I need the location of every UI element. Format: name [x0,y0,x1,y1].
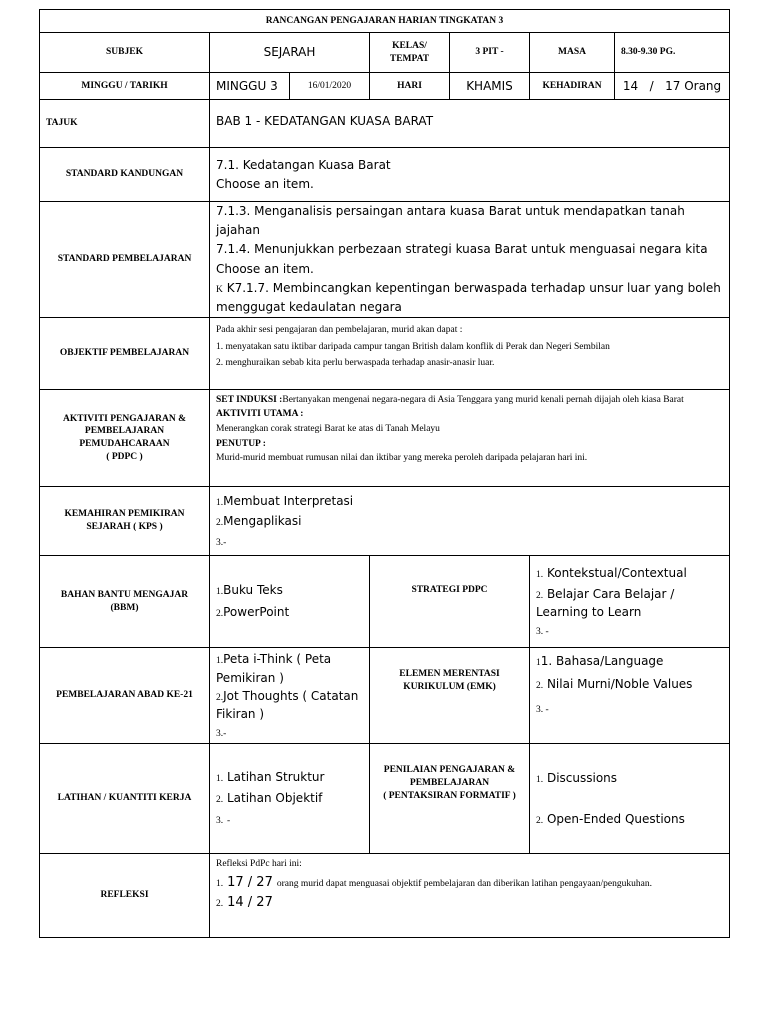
emk-item-text: 1. Bahasa/Language [540,654,664,669]
latihan-item-text: - [226,816,231,827]
kps-label-line: KEMAHIRAN PEMIKIRAN [64,509,185,520]
kps-item-number: 2. [216,517,224,528]
kelas-value[interactable]: 3 PIT - [450,33,530,73]
latihan-row [40,744,730,854]
kandungan-item: 7.1. Kedatangan Kuasa Barat [216,157,391,172]
standard-pembelajaran-row [40,202,730,318]
standard-kandungan-row [40,148,730,202]
kps-item-text: Membuat Interpretasi [223,493,354,508]
abad21-item-number: 2. [216,692,224,703]
emk-item [536,699,723,717]
emk-item-number: 2. [536,681,544,692]
tarikh-value[interactable]: 16/01/2020 [290,73,370,100]
penilaian-label [370,744,530,854]
refleksi-row [40,854,730,938]
bbm-value[interactable] [210,556,370,648]
kps-item-number: 1. [216,497,224,508]
kandungan-choose-item[interactable]: Choose an item. [216,176,314,191]
objektif-label: OBJEKTIF PEMBELAJARAN [40,318,210,390]
emk-label [370,648,530,744]
strategi-item-text: Kontekstual/Contextual [546,565,687,580]
objektif-intro: Pada akhir sesi pengajaran dan pembelajaran, murid akan dapat : [216,325,463,336]
refleksi-line-number: 1. [216,879,224,890]
latihan-item-number: 1. [216,774,224,785]
kps-item-text: - [223,538,227,549]
latihan-label: LATIHAN / KUANTITI KERJA [40,744,210,854]
aktiviti-utama-heading: AKTIVITI UTAMA : [216,408,304,419]
bbm-row [40,556,730,648]
hadir-count: 14 [622,78,639,93]
masa-value[interactable]: 8.30-9.30 PG. [615,33,730,73]
penilaian-item [536,810,723,829]
hari-value[interactable]: KHAMIS [450,73,530,100]
refleksi-label: REFLEKSI [40,854,210,938]
lesson-plan-table [39,9,730,938]
abad21-item-text: Jot Thoughts ( Catatan Fikiran ) [216,688,359,721]
document-title: RANCANGAN PENGAJARAN HARIAN TINGKATAN 3 [40,10,730,33]
objektif-item: 2. menghuraikan sebab kita perlu berwaspada terhadap anasir-anasir luar. [216,358,495,369]
abad21-item-text: - [223,728,227,739]
refleksi-line-text: orang murid dapat menguasai objektif pembelajaran dan diberikan latihan pengayaan/pengukuhan. [276,879,652,890]
refleksi-count[interactable]: 17 / 27 [227,875,273,891]
kps-label-line: SEJARAH ( KPS ) [86,522,163,533]
kelas-label-line: KELAS/ [392,40,427,51]
tempat-label-line: TEMPAT [389,53,430,64]
emk-label-line: KURIKULUM (EMK) [403,681,496,692]
aktiviti-utama-text: Menerangkan corak strategi Barat ke atas di Tanah Melayu [216,423,440,434]
kehadiran-separator: / [649,78,654,93]
strategi-label: STRATEGI PDPC [370,556,530,648]
kps-item [216,491,723,511]
penilaian-item-text: Discussions [546,770,618,785]
tajuk-value[interactable]: BAB 1 - KEDATANGAN KUASA BARAT [210,100,730,148]
k-prefix: K [216,284,223,295]
penutup-label [216,438,723,451]
abad21-item [216,687,363,723]
standard-kandungan-value[interactable] [210,148,730,202]
tajuk-row [40,100,730,148]
kps-item-number: 3. [216,538,224,549]
strategi-item-number: 1. [536,569,544,580]
aktiviti-label-line: PEMUDAHCARAAN [79,439,170,450]
penilaian-item-text: Open-Ended Questions [546,811,685,826]
kps-label [40,487,210,556]
refleksi-line-number: 2. [216,899,224,910]
emk-item [536,675,723,693]
objektif-item: 1. menyatakan satu iktibar daripada campur tangan British dalam konflik di Perak dan Negeri Sembilan [216,341,610,352]
penilaian-item [536,769,723,788]
subject-row [40,33,730,73]
kps-value[interactable] [210,487,730,556]
refleksi-count[interactable]: 14 / 27 [227,895,273,911]
lesson-plan-sheet [39,9,729,938]
latihan-item [216,809,363,830]
strategi-item-number: 2. [536,591,544,601]
kelas-label [370,33,450,73]
pembelajaran-k-item-cont: menggugat kedaulatan negara [216,299,402,314]
title-row [40,10,730,33]
masa-label: MASA [530,33,615,73]
k-item-line: K7.1.7. Membincangkan kepentingan berwaspada terhadap unsur luar yang boleh [226,280,721,295]
objektif-row [40,318,730,390]
penilaian-label-line: PEMBELAJARAN [409,777,490,788]
aktiviti-value[interactable] [210,390,730,487]
strategi-item [536,564,723,582]
bbm-item [216,602,363,624]
subjek-value[interactable]: SEJARAH [210,33,370,73]
penutup-heading: PENUTUP : [216,438,266,449]
emk-item-number: 3. [536,704,544,715]
strategi-item [536,621,723,639]
aktiviti-label-line: PEMBELAJARAN [84,426,165,437]
strategi-value[interactable] [530,556,730,648]
tajuk-label: TAJUK [40,100,210,148]
penilaian-item-number: 1. [536,774,544,785]
bbm-label: BAHAN BANTU MENGAJAR (BBM) [40,556,210,648]
kps-row [40,487,730,556]
hari-label: HARI [370,73,450,100]
penutup-text: Murid-murid membuat rumusan nilai dan iktibar yang mereka peroleh daripada pelajaran hari ini. [216,453,588,464]
strategi-item-text: - [543,627,549,638]
refleksi-value[interactable] [210,854,730,938]
penilaian-label-line: PENILAIAN PENGAJARAN & [383,765,516,776]
emk-value[interactable] [530,648,730,744]
minggu-label: MINGGU / TARIKH [40,73,210,100]
objektif-value[interactable] [210,318,730,390]
strategi-item [536,585,723,621]
kehadiran-value[interactable] [615,73,730,100]
kps-item [216,511,723,531]
strategi-item-number: 3. [536,627,544,638]
pembelajaran-choose-item[interactable]: Choose an item. [216,261,314,276]
bbm-item-number: 1. [216,587,224,598]
penilaian-item-number: 2. [536,815,544,826]
aktiviti-row [40,390,730,487]
bbm-item-text: Buku Teks [223,583,283,598]
emk-label-line: ELEMEN MERENTASI [399,669,500,680]
standard-pembelajaran-label: STANDARD PEMBELAJARAN [40,202,210,318]
abad21-item-number: 3. [216,728,224,739]
abad21-item-text: Peta i-Think ( Peta Pemikiran ) [216,652,332,685]
strategi-item-text: Belajar Cara Belajar / Learning to Learn [536,587,675,620]
emk-item [536,652,723,670]
pembelajaran-item: 7.1.3. Menganalisis persaingan antara kuasa Barat untuk mendapatkan tanah jajahan [216,204,685,238]
kps-item [216,531,723,551]
abad21-item [216,650,363,686]
aktiviti-label [40,390,210,487]
latihan-item-number: 2. [216,795,224,806]
kehadiran-label: KEHADIRAN [530,73,615,100]
standard-kandungan-label: STANDARD KANDUNGAN [40,148,210,202]
abad21-item [216,723,363,741]
aktiviti-utama-label [216,408,723,421]
refleksi-line-2 [216,893,723,911]
abad21-item-number: 1. [216,656,224,667]
bbm-item-text: PowerPoint [223,604,290,619]
abad21-row [40,648,730,744]
minggu-value[interactable]: MINGGU 3 [210,73,290,100]
latihan-item-text: Latihan Struktur [226,770,325,785]
subjek-label: SUBJEK [40,33,210,73]
refleksi-intro: Refleksi PdPc hari ini: [216,859,302,870]
week-row [40,73,730,100]
set-induksi [216,394,723,407]
standard-pembelajaran-value[interactable] [210,202,730,318]
jumlah-count: 17 Orang [665,78,722,93]
set-induksi-label: SET INDUKSI : [216,395,283,406]
kps-item-text: Mengaplikasi [223,513,302,528]
penilaian-value[interactable] [530,744,730,854]
bbm-item [216,580,363,602]
abad21-label: PEMBELAJARAN ABAD KE-21 [40,648,210,744]
latihan-item-number: 3. [216,816,224,827]
abad21-value[interactable] [210,648,370,744]
penilaian-label-line: ( PENTAKSIRAN FORMATIF ) [383,790,516,801]
latihan-value[interactable] [210,744,370,854]
latihan-item-text: Latihan Objektif [226,791,323,806]
refleksi-line-1 [216,873,723,891]
pembelajaran-k-item [216,279,723,298]
latihan-item [216,788,363,809]
aktiviti-label-line: AKTIVITI PENGAJARAN & [63,413,186,424]
aktiviti-label-line: ( PDPC ) [106,451,143,462]
emk-item-number: 1 [536,658,541,669]
emk-item-text: Nilai Murni/Noble Values [546,677,693,692]
latihan-item [216,767,363,788]
set-induksi-text: Bertanyakan mengenai negara-negara di Asia Tenggara yang murid kenali pernah dijajah oleh kiasa Barat [282,395,684,406]
bbm-item-number: 2. [216,608,224,619]
pembelajaran-item: 7.1.4. Menunjukkan perbezaan strategi kuasa Barat untuk menguasai negara kita [216,242,708,257]
emk-item-text: - [543,704,549,715]
